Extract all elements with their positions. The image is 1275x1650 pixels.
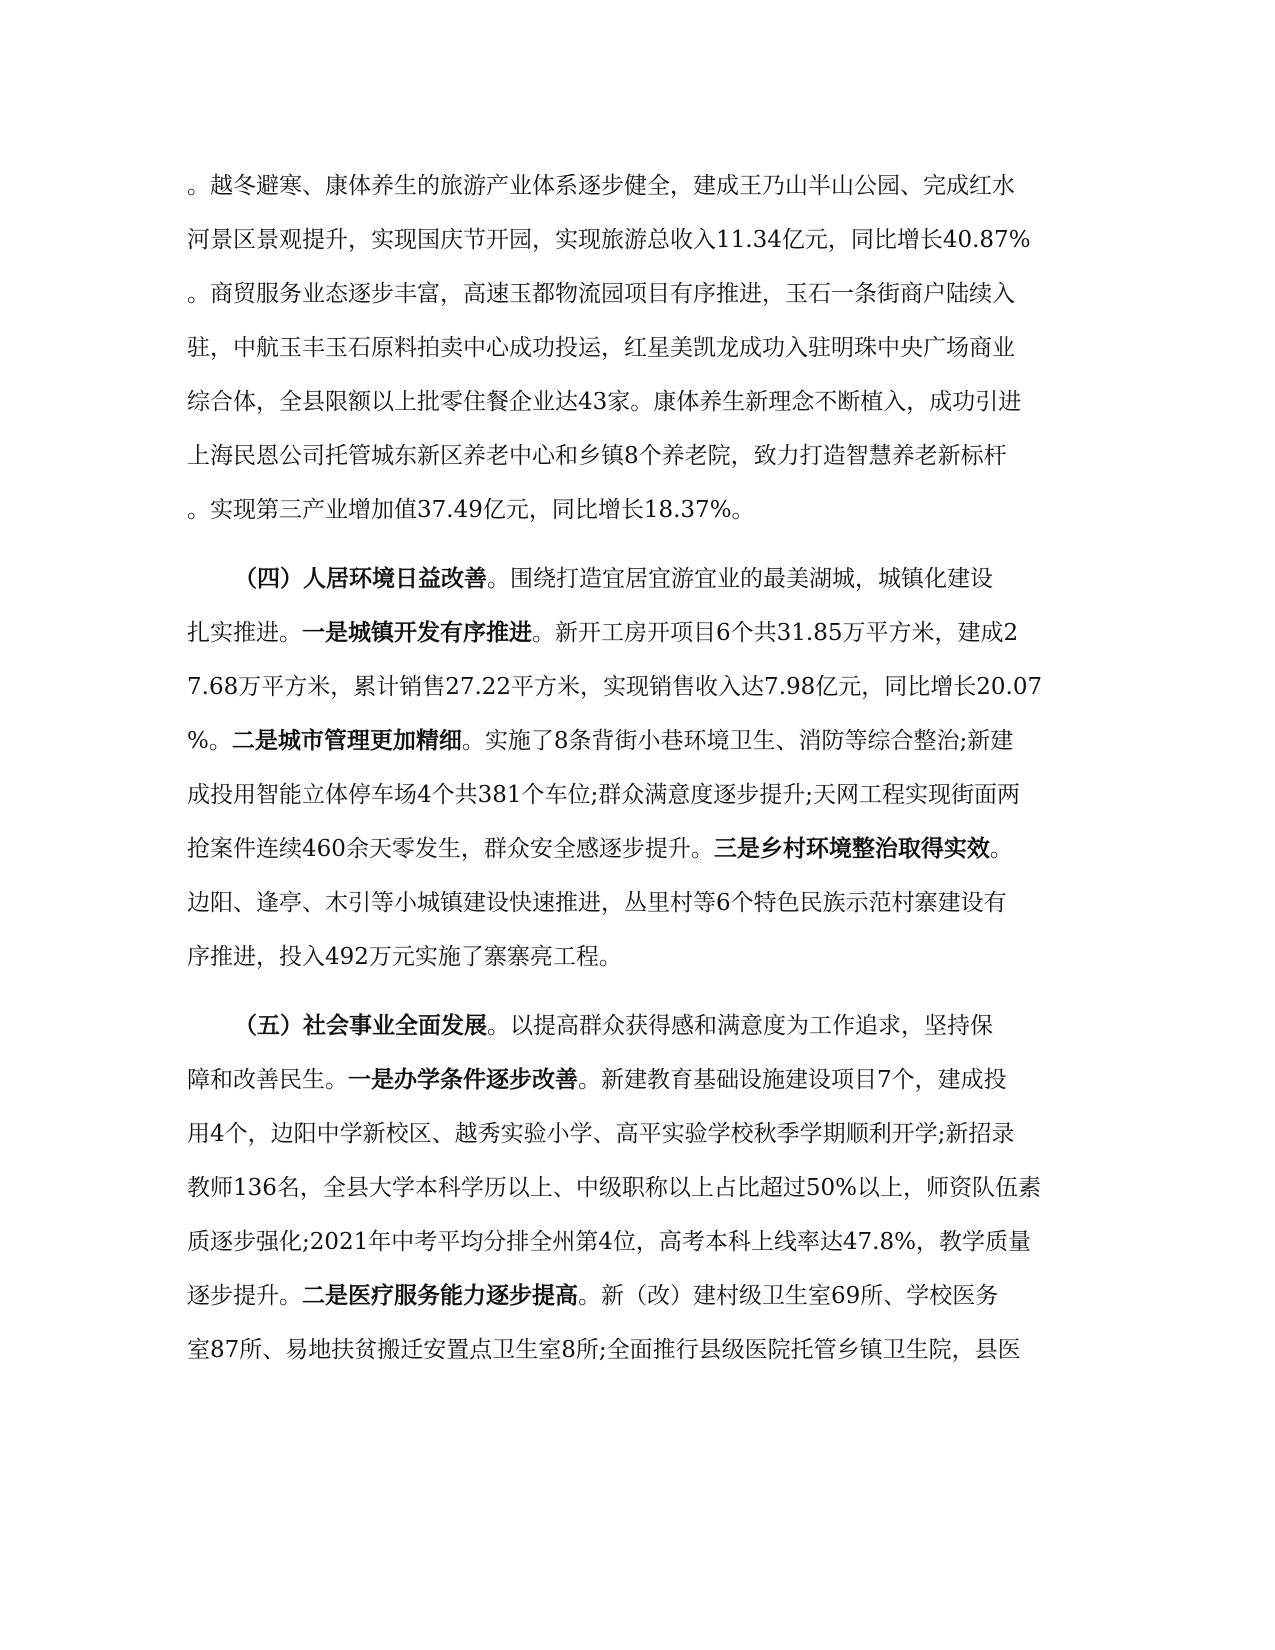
paragraph-line [187, 939, 622, 975]
text-run: 。新开工房开项目6个共31.85万平方米，建成2 [532, 620, 1019, 646]
text-run: 。实现第三产业增加值37.49亿元，同比增长18.37%。 [187, 497, 755, 523]
paragraph-line [187, 1062, 1007, 1098]
paragraph-line [187, 1170, 1041, 1206]
text-run: 。以提高群众获得感和满意度为工作追求，坚持保 [487, 1013, 993, 1039]
text-run: 。越冬避寒、康体养生的旅游产业体系逐步健全，建成王乃山半山公园、完成红水 [187, 173, 1015, 199]
paragraph-line [187, 723, 1013, 759]
text-run: 序推进，投入492万元实施了寨寨亮工程。 [187, 944, 622, 970]
text-run: %。 [187, 728, 232, 754]
text-run: 上海民恩公司托管城东新区养老中心和乡镇8个养老院，致力打造智慧养老新标杆 [187, 443, 1007, 469]
text-run: 用4个，边阳中学新校区、越秀实验小学、高平实验学校秋季学期顺利开学;新招录 [187, 1121, 1015, 1147]
emphasis-text: 一是办学条件逐步改善 [348, 1066, 578, 1093]
paragraph-line [187, 438, 1007, 474]
text-run: 室87所、易地扶贫搬迁安置点卫生室8所;全面推行县级医院托管乡镇卫生院，县医 [187, 1337, 1021, 1363]
section-heading-line [234, 561, 993, 597]
text-run: 障和改善民生。 [187, 1067, 348, 1093]
paragraph-line [187, 330, 1015, 366]
paragraph-line [187, 1224, 1031, 1260]
paragraph-line [187, 384, 1021, 420]
paragraph-line [187, 276, 1015, 312]
paragraph-line [187, 1278, 998, 1314]
emphasis-text: 一是城镇开发有序推进 [302, 619, 532, 646]
emphasis-text: 三是乡村环境整治取得实效 [713, 835, 990, 862]
text-run: 扎实推进。 [187, 620, 302, 646]
text-run: 综合体，全县限额以上批零住餐企业达43家。康体养生新理念不断植入，成功引进 [187, 389, 1022, 415]
section-heading: （四）人居环境日益改善 [234, 565, 487, 592]
text-run: 河景区景观提升，实现国庆节开园，实现旅游总收入11.34亿元，同比增长40.87% [187, 227, 1031, 253]
text-run: 。新建教育基础设施建设项目7个，建成投 [578, 1067, 1007, 1093]
paragraph-line [187, 492, 755, 528]
paragraph-line [187, 831, 1013, 867]
text-run: 教师136名，全县大学本科学历以上、中级职称以上占比超过50%以上，师资队伍素 [187, 1175, 1042, 1201]
text-run: 驻，中航玉丰玉石原料拍卖中心成功投运，红星美凯龙成功入驻明珠中央广场商业 [187, 335, 1015, 361]
paragraph-line [187, 222, 1031, 258]
text-run: 7.68万平方米，累计销售27.22平方米，实现销售收入达7.98亿元，同比增长20.07 [187, 674, 1043, 700]
paragraph-line [187, 885, 1007, 921]
emphasis-text: 二是医疗服务能力逐步提高 [302, 1282, 578, 1309]
section-heading: （五）社会事业全面发展 [234, 1012, 487, 1039]
text-run: 抢案件连续460余天零发生，群众安全感逐步提升。 [187, 836, 714, 862]
paragraph-line [187, 168, 1015, 204]
emphasis-text: 二是城市管理更加精细 [231, 727, 462, 754]
text-run: 。 [989, 836, 1013, 862]
text-run: 边阳、逢亭、木引等小城镇建设快速推进，丛里村等6个特色民族示范村寨建设有 [187, 890, 1007, 916]
text-run: 。商贸服务业态逐步丰富，高速玉都物流园项目有序推进，玉石一条街商户陆续入 [187, 281, 1015, 307]
section-heading-line [234, 1008, 993, 1044]
paragraph-line [187, 1116, 1014, 1152]
paragraph-line [187, 1332, 1021, 1368]
text-run: 。新（改）建村级卫生室69所、学校医务 [578, 1283, 999, 1309]
paragraph-line [187, 777, 1020, 813]
paragraph-line [187, 615, 1018, 651]
paragraph-line [187, 669, 1042, 705]
text-run: 质逐步强化;2021年中考平均分排全州第4位，高考本科上线率达47.8%，教学质量 [187, 1229, 1031, 1255]
text-run: 。实施了8条背街小巷环境卫生、消防等综合整治;新建 [461, 728, 1014, 754]
text-run: 。围绕打造宜居宜游宜业的最美湖城，城镇化建设 [487, 566, 993, 592]
text-run: 逐步提升。 [187, 1283, 302, 1309]
text-run: 成投用智能立体停车场4个共381个车位;群众满意度逐步提升;天网工程实现街面两 [187, 782, 1021, 808]
